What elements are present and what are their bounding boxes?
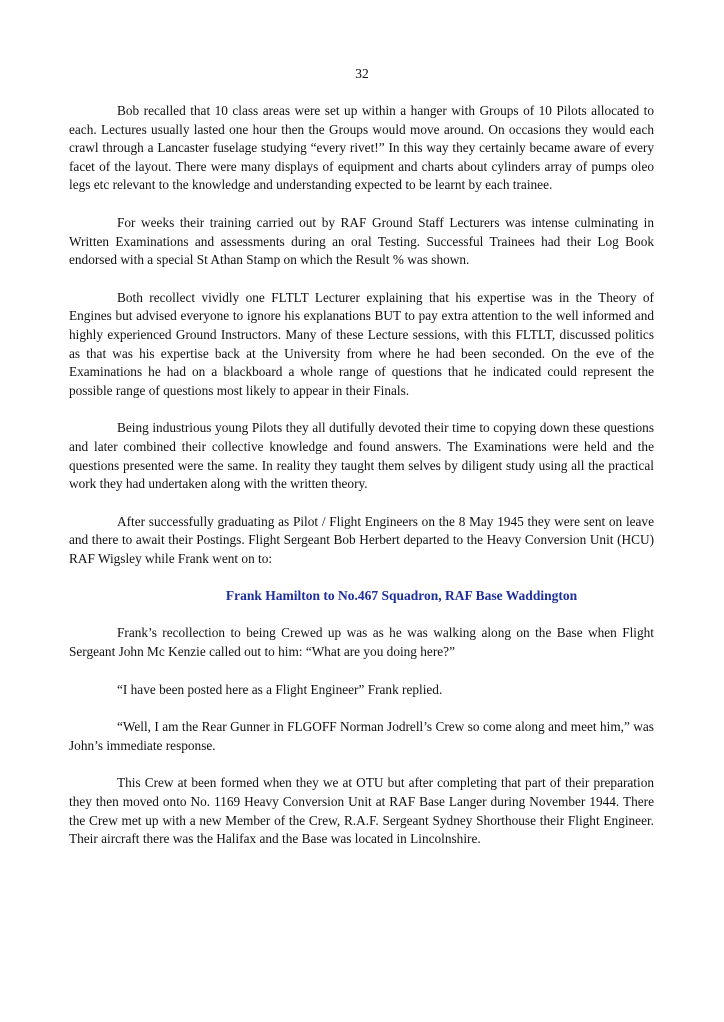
paragraph-john-response: “Well, I am the Rear Gunner in FLGOFF Norman Jodrell’s Crew so come along and meet him,” was John’s immediate response. <box>69 719 654 753</box>
paragraph-fltlt-lecturer: Both recollect vividly one FLTLT Lecturer explaining that his expertise was in the Theory of Engines but advised everyone to ignore his explanations BUT to pay extra attention to the well informed and highly experienced Ground Instructors. Many of these Lecture sessions, with this FLTLT, discussed politics as that was his expertise back at the University from where he had been seconded. On the eve of the Examinations he had on a blackboard a whole range of questions that he indicated could represent the possible range of questions most likely to appear in their Finals. <box>69 289 654 398</box>
paragraph-crew-formed: This Crew at been formed when they we at OTU but after completing that part of their preparation they then moved onto No. 1169 Heavy Conversion Unit at RAF Base Langer during November 1944. There the Crew met up with a new Member of the Crew, R.A.F. Sergeant Sydney Shorthouse their Flight Engineer. Their aircraft there was the Halifax and the Base was located in Lincolnshire. <box>69 775 654 847</box>
section-heading: Frank Hamilton to No.467 Squadron, RAF Base Waddington <box>225 588 578 604</box>
paragraph-study: Being industrious young Pilots they all dutifully devoted their time to copying down these questions and later combined their collective knowledge and found answers. The Examinations were held and the questions presented were the same. In reality they taught them selves by diligent study using all the practical work they had undertaken along with the written theory. <box>69 420 654 492</box>
page-number: 32 <box>355 66 369 81</box>
paragraph-frank-reply: “I have been posted here as a Flight Engineer” Frank replied. <box>117 681 443 697</box>
body-text <box>69 102 654 868</box>
paragraph-examinations: For weeks their training carried out by RAF Ground Staff Lecturers was intense culminating in Written Examinations and assessments during an oral Testing. Successful Trainees had their Log Book endorsed with a special St Athan Stamp on which the Result % was shown. <box>69 214 654 268</box>
paragraph-crewed-up: Frank’s recollection to being Crewed up was as he was walking along on the Base when Flight Sergeant John Mc Kenzie called out to him: “What are you doing here?” <box>69 625 654 660</box>
paragraph-graduation: After successfully graduating as Pilot / Flight Engineers on the 8 May 1945 they were sent on leave and there to await their Postings. Flight Sergeant Bob Herbert departed to the Heavy Conversion Unit (HCU) RAF Wigsley while Frank went on to: <box>69 513 654 566</box>
paragraph-training-hangar: Bob recalled that 10 class areas were set up within a hanger with Groups of 10 Pilots allocated to each. Lectures usually lasted one hour then the Groups would move around. On occasions they would each crawl through a Lancaster fuselage studying “every rivet!” In this way they certainly became aware of every facet of the layout. There were many displays of equipment and charts about cylinders array of pumps oleo legs etc relevant to the knowledge and understanding expected to be learnt by each trainee. <box>69 103 654 193</box>
